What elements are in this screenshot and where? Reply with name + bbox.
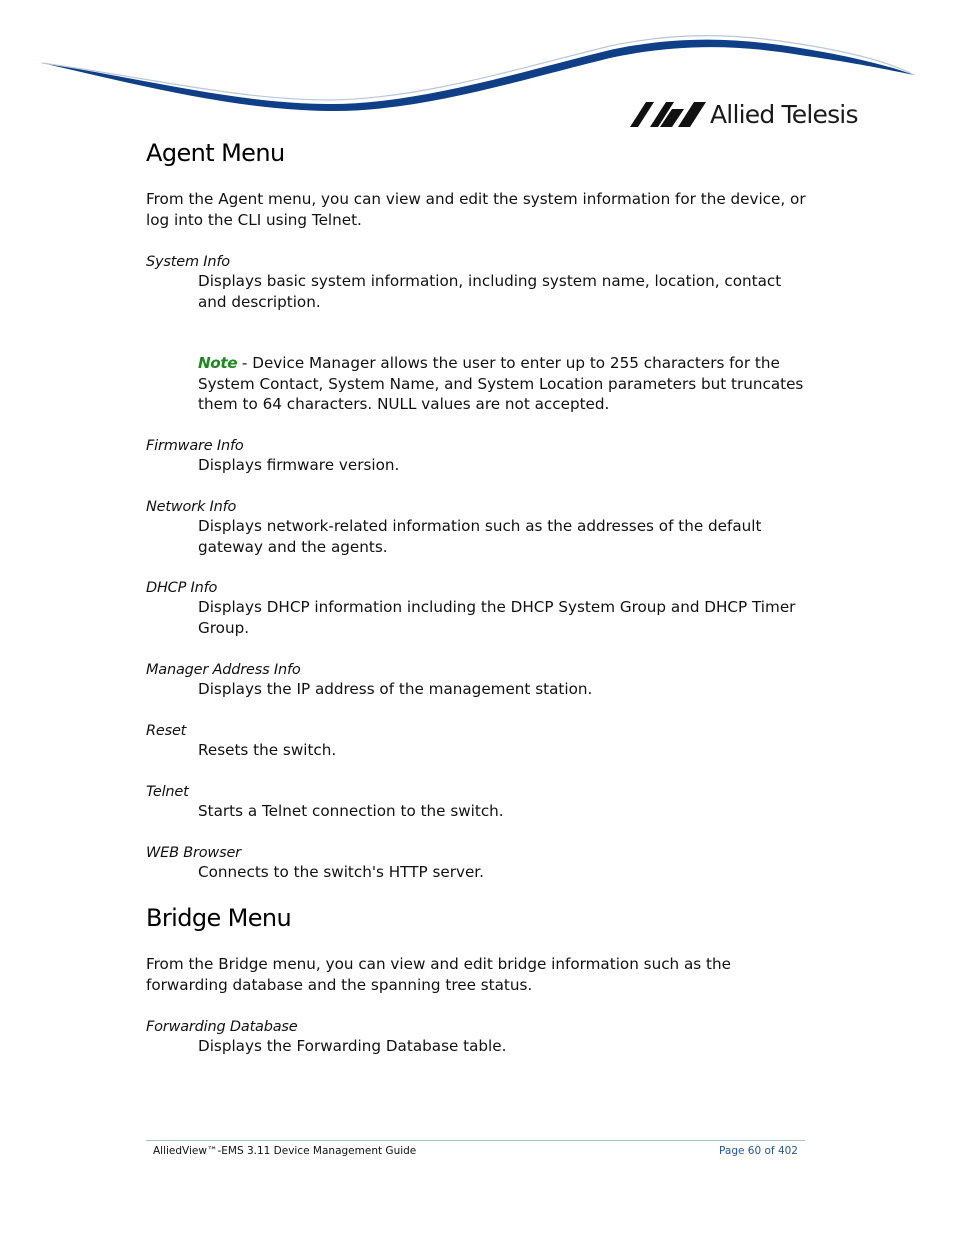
note-paragraph — [198, 353, 808, 415]
agent-menu-heading: Agent Menu — [146, 139, 285, 167]
footer-guide-title: AlliedView™-EMS 3.11 Device Management Guide — [153, 1145, 417, 1157]
term-web-browser: WEB Browser — [146, 845, 241, 861]
desc-web-browser: Connects to the switch's HTTP server. — [198, 863, 484, 881]
term-firmware-info: Firmware Info — [146, 438, 244, 454]
logo-mark-icon — [630, 102, 706, 128]
term-network-info: Network Info — [146, 499, 237, 515]
term-reset: Reset — [146, 723, 187, 739]
desc-system-info: Displays basic system information, including system name, location, contact and description. — [198, 272, 782, 311]
bridge-menu-heading: Bridge Menu — [146, 904, 292, 932]
desc-telnet: Starts a Telnet connection to the switch. — [198, 802, 504, 820]
allied-telesis-logo — [630, 102, 862, 132]
desc-firmware-info: Displays firmware version. — [198, 456, 400, 474]
term-system-info: System Info — [146, 254, 230, 270]
desc-dhcp-info: Displays DHCP information including the DHCP System Group and DHCP Timer Group. — [198, 598, 796, 637]
note-label: Note — [198, 354, 238, 372]
desc-reset: Resets the switch. — [198, 741, 337, 759]
term-dhcp-info: DHCP Info — [146, 580, 218, 596]
term-telnet: Telnet — [146, 784, 189, 800]
desc-manager-address-info: Displays the IP address of the management station. — [198, 680, 593, 698]
desc-network-info: Displays network-related information such as the addresses of the default gateway and the agents. — [198, 517, 762, 556]
desc-forwarding-database: Displays the Forwarding Database table. — [198, 1037, 507, 1055]
footer-rule — [146, 1140, 805, 1141]
brand-name: Allied Telesis — [710, 100, 858, 129]
bridge-menu-intro: From the Bridge menu, you can view and edit bridge information such as the forwarding database and the spanning tree status. — [146, 955, 731, 994]
note-text: - Device Manager allows the user to enter up to 255 characters for the System Contact, System Name, and System Location parameters but truncates them to 64 characters. NULL values are not accepted. — [198, 354, 804, 413]
footer-page-number: Page 60 of 402 — [719, 1145, 798, 1157]
term-forwarding-database: Forwarding Database — [146, 1019, 298, 1035]
term-manager-address-info: Manager Address Info — [146, 662, 301, 678]
agent-menu-intro: From the Agent menu, you can view and edit the system information for the device, or log into the CLI using Telnet. — [146, 190, 806, 229]
